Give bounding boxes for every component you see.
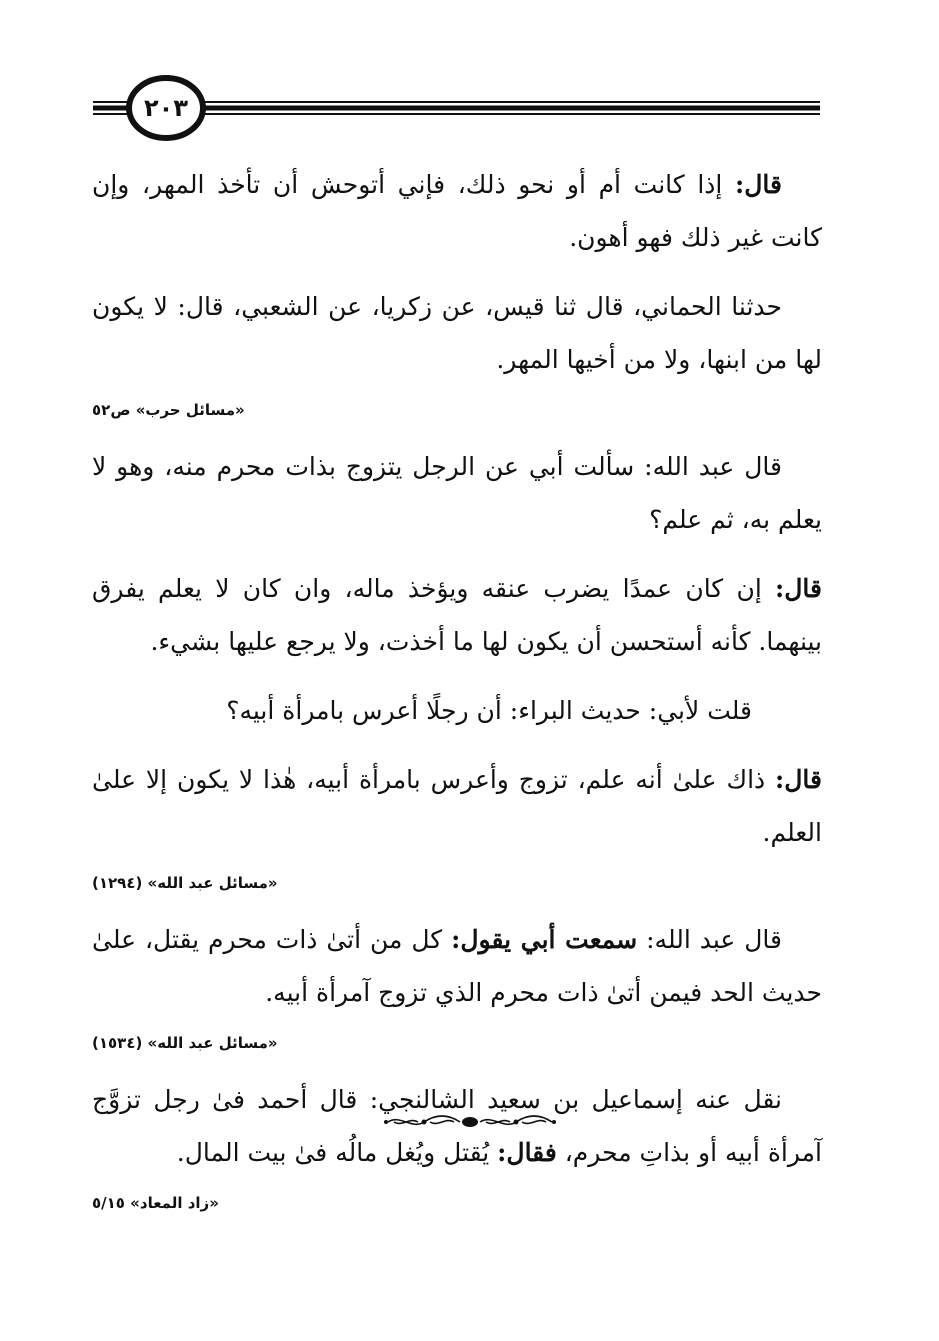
source-citation: «مسائل عبد الله» (١٢٩٤) (92, 874, 278, 892)
paragraph (92, 753, 822, 859)
speaker-lead: قال: (775, 765, 822, 794)
source-citation: «زاد المعاد» ٥/١٥ (92, 1194, 219, 1212)
bold-phrase: سمعت أبي يقول: (451, 925, 638, 954)
paragraph-text: قال عبد الله: سألت أبي عن الرجل يتزوج بذات محرم منه، وهو لا يعلم به، ثم علم؟ (92, 452, 822, 534)
paragraph (92, 913, 822, 1019)
paragraph (92, 684, 822, 737)
page-header (0, 0, 939, 150)
paragraph (92, 562, 822, 668)
paragraph-text: إذا كانت أم أو نحو ذلك، فإني أتوحش أن تأخذ المهر، وإن كانت غير ذلك فهو أهون. (92, 170, 822, 252)
paragraph-text: قال عبد الله: (637, 925, 782, 954)
paragraph (92, 280, 822, 386)
speaker-lead: قال: (735, 170, 782, 199)
page-number: ٢٠٣ (144, 94, 188, 122)
source-citation: «مسائل عبد الله» (١٥٣٤) (92, 1034, 278, 1052)
paragraph-text: يُقتل ويُغل مالُه فىٰ بيت المال. (176, 1138, 498, 1167)
paragraph-text: نقل عنه إسماعيل بن سعيد الشالنجي: قال أحمد فىٰ رجل تزوَّج آمرأة أبيه أو بذاتِ محرم، (92, 1085, 822, 1167)
paragraph-text: حدثنا الحماني، قال ثنا قيس، عن زكريا، عن الشعبي، قال: لا يكون لها من ابنها، ولا من أخيها المهر. (92, 292, 822, 374)
paragraph-text: ذاك علىٰ أنه علم، تزوج وأعرس بامرأة أبيه، هٰذا لا يكون إلا علىٰ العلم. (92, 765, 822, 847)
paragraph (92, 440, 822, 546)
bold-phrase: فقال: (497, 1138, 557, 1167)
speaker-lead: قال: (775, 574, 822, 603)
page-body (92, 158, 822, 1233)
source-citation: «مسائل حرب» ص٥٢ (92, 401, 245, 419)
paragraph-text: قلت لأبي: حديث البراء: أن رجلًا أعرس بامرأة أبيه؟ (226, 696, 752, 725)
paragraph (92, 158, 822, 264)
floral-divider-icon (380, 1112, 560, 1132)
paragraph-text: كل من أتىٰ ذات محرم يقتل، علىٰ حديث الحد فيمن أتىٰ ذات محرم الذي تزوج آمرأة أبيه. (92, 925, 822, 1007)
paragraph-text: إن كان عمدًا يضرب عنقه ويؤخذ ماله، وان كان لا يعلم يفرق بينهما. كأنه أستحسن أن يكون لها ما أخذت، ولا يرجع عليها بشيء. (92, 574, 822, 656)
